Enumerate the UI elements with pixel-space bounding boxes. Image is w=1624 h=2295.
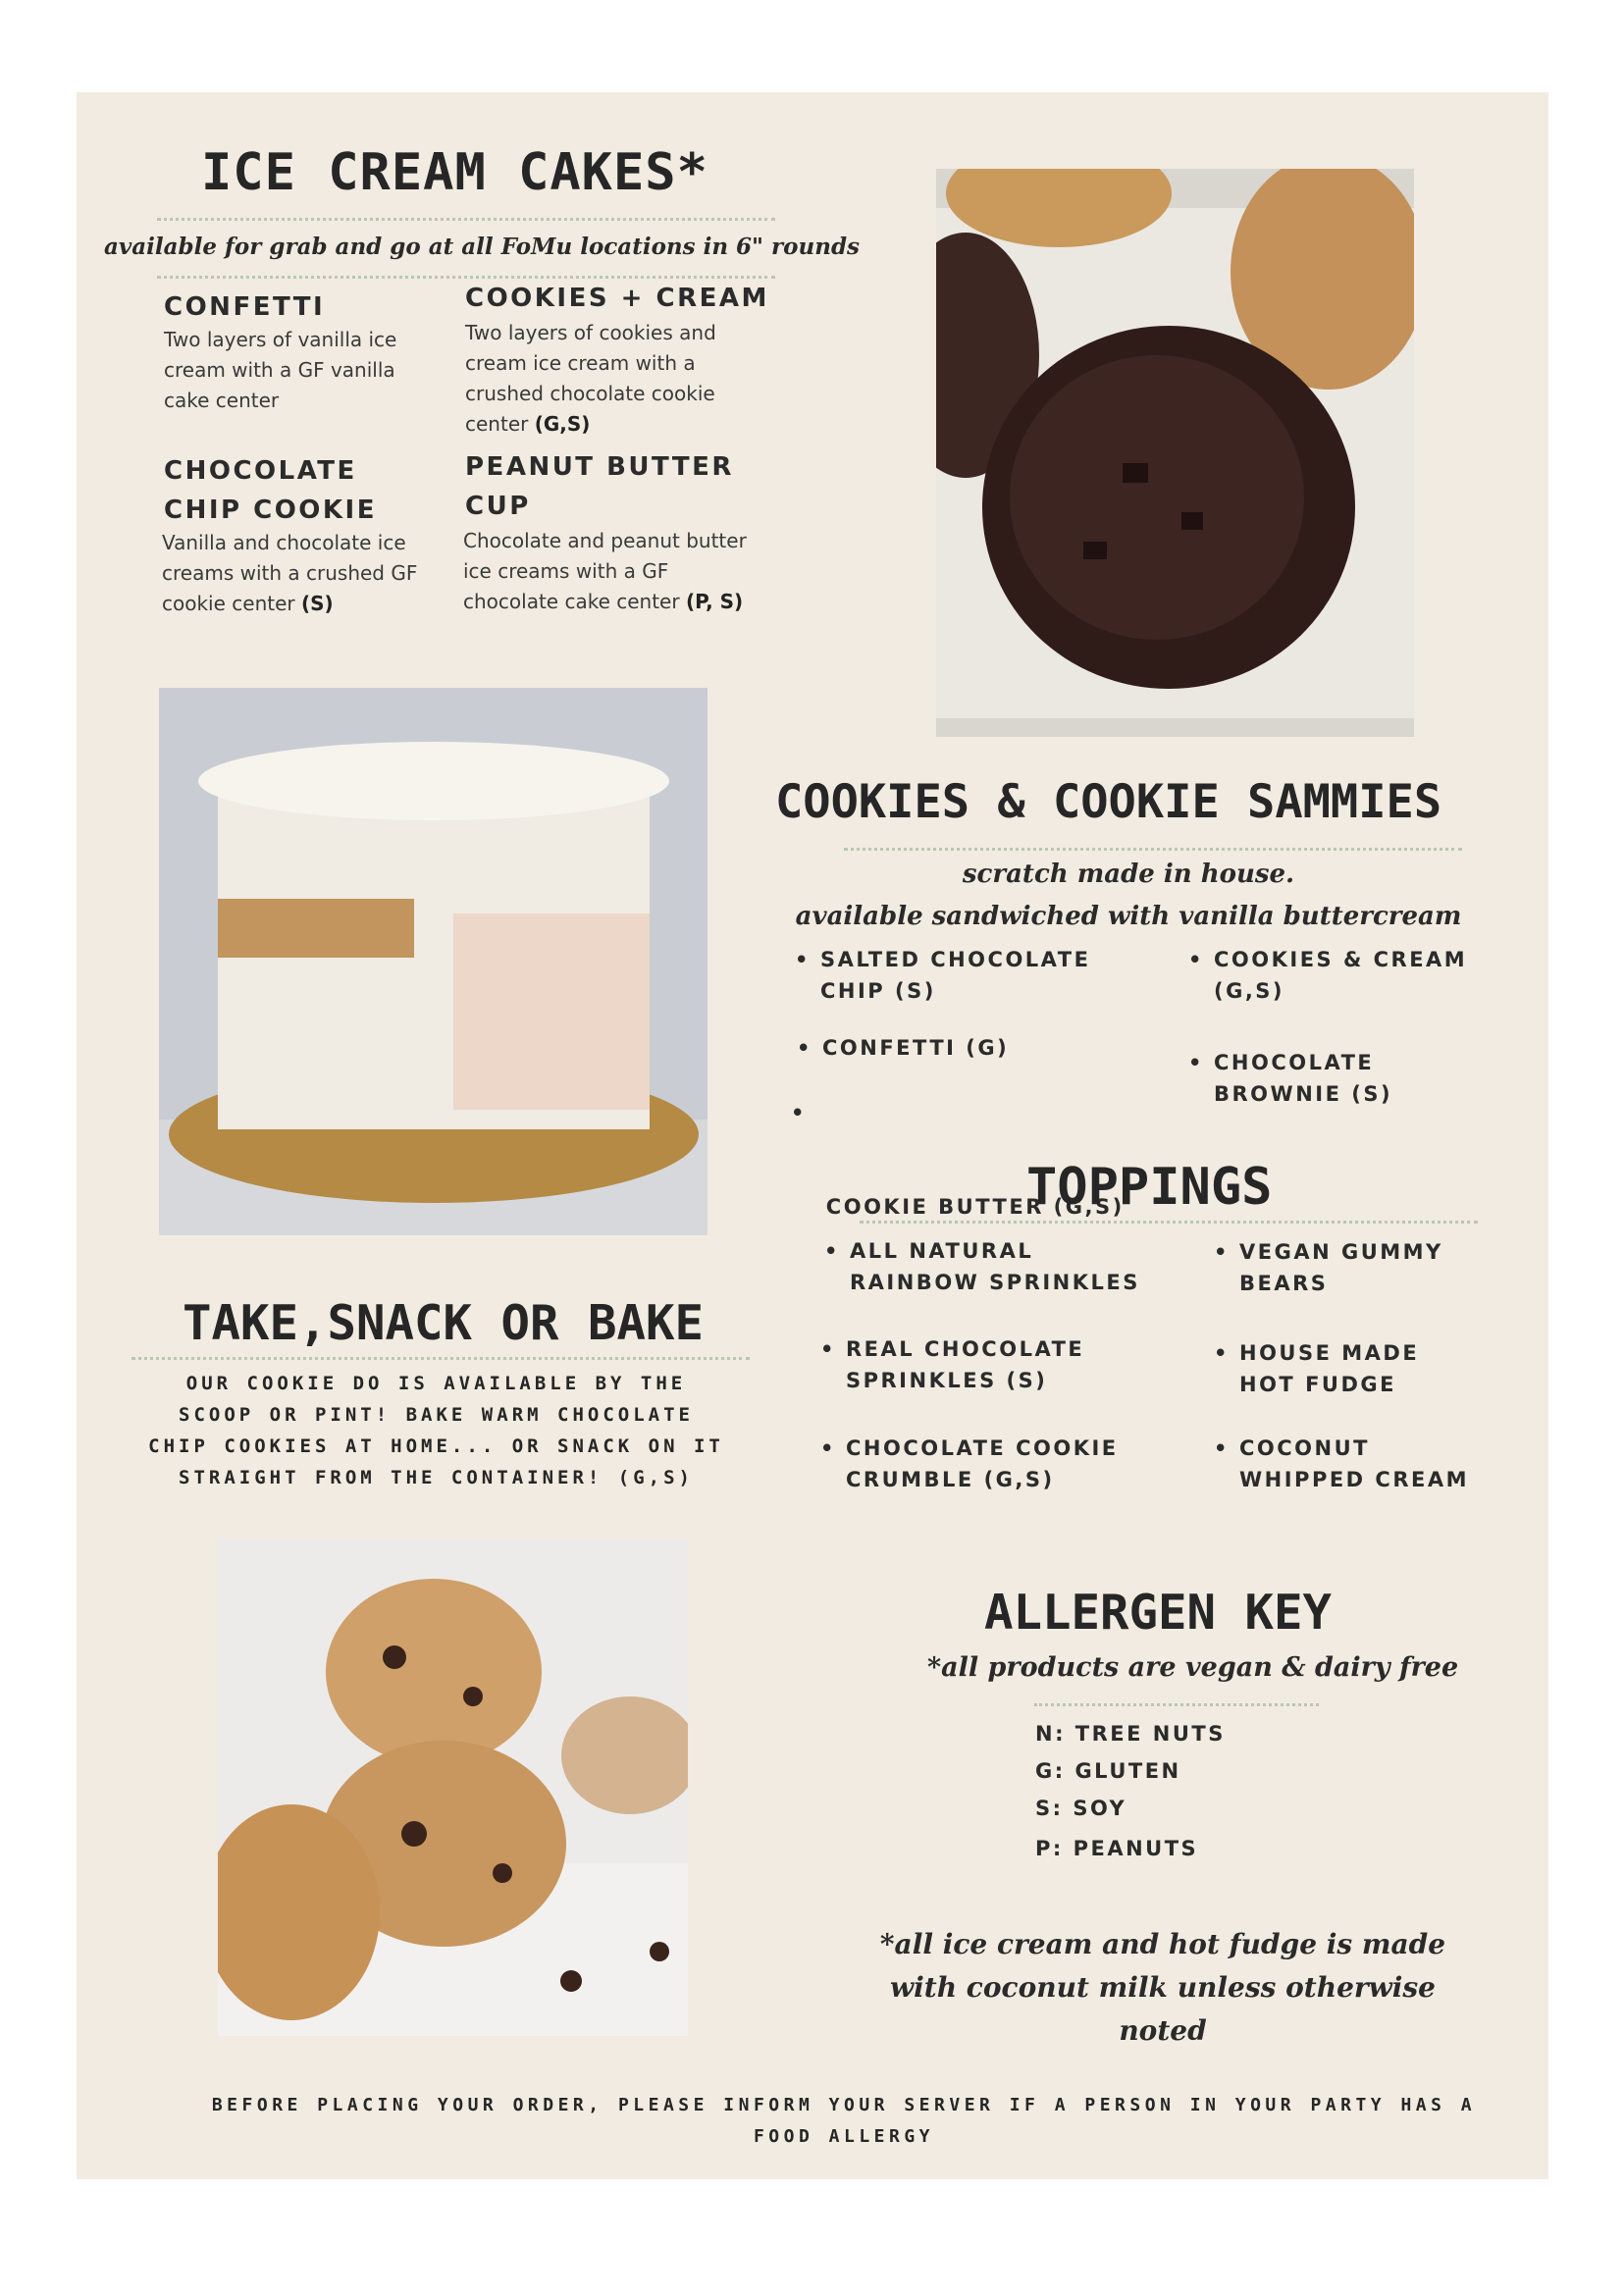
coconut-milk-note: *all ice cream and hot fudge is made with coconut milk unless otherwise noted	[879, 1928, 1446, 2047]
allergen-key-s: S: SOY	[1035, 1797, 1127, 1820]
allergen-key-g: G: GLUTEN	[1035, 1759, 1181, 1783]
divider	[860, 1221, 1478, 1224]
topping-item: • CHOCOLATE COOKIE CRUMBLE (G,S)	[846, 1433, 1119, 1495]
cookies-subtitle: scratch made in house. available sandwiched with vanilla buttercream	[795, 860, 1462, 931]
bullet-icon: •	[1188, 1051, 1204, 1074]
bullet-icon: •	[791, 1101, 807, 1124]
bullet-icon: •	[795, 948, 811, 971]
cake-name-chocolate-chip: CHOCOLATE CHIP COOKIE	[164, 456, 377, 525]
topping-item: • HOUSE MADE HOT FUDGE	[1239, 1337, 1419, 1400]
cake-desc-cookies-cream: Two layers of cookies and cream ice cream with a crushed chocolate cookie center (G,S)	[465, 321, 716, 436]
take-snack-title: TAKE,SNACK OR BAKE	[183, 1295, 705, 1351]
topping-item: • VEGAN GUMMY BEARS	[1239, 1236, 1443, 1299]
allergen-subtitle: *all products are vegan & dairy free	[927, 1652, 1459, 1683]
bullet-icon: •	[820, 1436, 836, 1460]
cake-desc-peanut-butter: Chocolate and peanut butter ice creams with a GF chocolate cake center (P, S)	[463, 529, 747, 613]
cake-desc-confetti: Two layers of vanilla ice cream with a GF vanilla cake center	[164, 328, 397, 412]
bullet-icon: •	[1214, 1436, 1230, 1460]
cake-name-peanut-butter: PEANUT BUTTER CUP	[465, 452, 734, 521]
cookie-item: • COOKIE BUTTER (G,S)	[816, 1097, 1125, 1254]
cookie-item: • CONFETTI (G)	[822, 1032, 1009, 1064]
cookies-photo	[936, 169, 1414, 737]
cake-name-cookies-cream: COOKIES + CREAM	[465, 284, 769, 313]
cookie-item: • SALTED CHOCOLATE CHIP (S)	[820, 944, 1090, 1007]
take-snack-body: OUR COOKIE DO IS AVAILABLE BY THE SCOOP OR PINT! BAKE WARM CHOCOLATE CHIP COOKIES AT HOME... OR SNACK ON IT STRAIGHT FROM THE CONTAINER! (G,S)	[148, 1373, 724, 1488]
allergen-key-n: N: TREE NUTS	[1035, 1722, 1226, 1746]
divider	[844, 848, 1462, 851]
divider	[157, 218, 775, 221]
cookie-item: • COOKIES & CREAM (G,S)	[1214, 944, 1467, 1007]
bullet-icon: •	[824, 1239, 840, 1263]
toppings-title: TOPPINGS	[1026, 1158, 1273, 1217]
topping-item: • REAL CHOCOLATE SPRINKLES (S)	[846, 1333, 1084, 1396]
cookie-item: • CHOCOLATE BROWNIE (S)	[1214, 1047, 1392, 1110]
cake-name-confetti: CONFETTI	[164, 292, 326, 322]
cookie-dough-photo	[218, 1539, 688, 2036]
allergen-title: ALLERGEN KEY	[984, 1585, 1333, 1641]
footer-allergy-notice: BEFORE PLACING YOUR ORDER, PLEASE INFORM YOUR SERVER IF A PERSON IN YOUR PARTY HAS A FOOD ALLERGY	[211, 2095, 1477, 2147]
cake-photo	[159, 688, 707, 1235]
allergen-key-p: P: PEANUTS	[1035, 1837, 1199, 1860]
divider	[131, 1357, 750, 1360]
bullet-icon: •	[797, 1036, 812, 1060]
bullet-icon: •	[1214, 1240, 1230, 1264]
cake-desc-chocolate-chip: Vanilla and chocolate ice creams with a crushed GF cookie center (S)	[162, 531, 418, 615]
bullet-icon: •	[820, 1337, 836, 1361]
ice-cream-cakes-subtitle: available for grab and go at all FoMu locations in 6" rounds	[104, 234, 860, 260]
bullet-icon: •	[1214, 1341, 1230, 1365]
divider	[157, 276, 775, 279]
topping-item: • ALL NATURAL RAINBOW SPRINKLES	[850, 1235, 1140, 1298]
divider	[1034, 1703, 1319, 1706]
bullet-icon: •	[1188, 948, 1204, 971]
ice-cream-cakes-title: ICE CREAM CAKES*	[201, 143, 708, 202]
topping-item: • COCONUT WHIPPED CREAM	[1239, 1433, 1469, 1495]
cookies-title: COOKIES & COOKIE SAMMIES	[775, 775, 1442, 829]
